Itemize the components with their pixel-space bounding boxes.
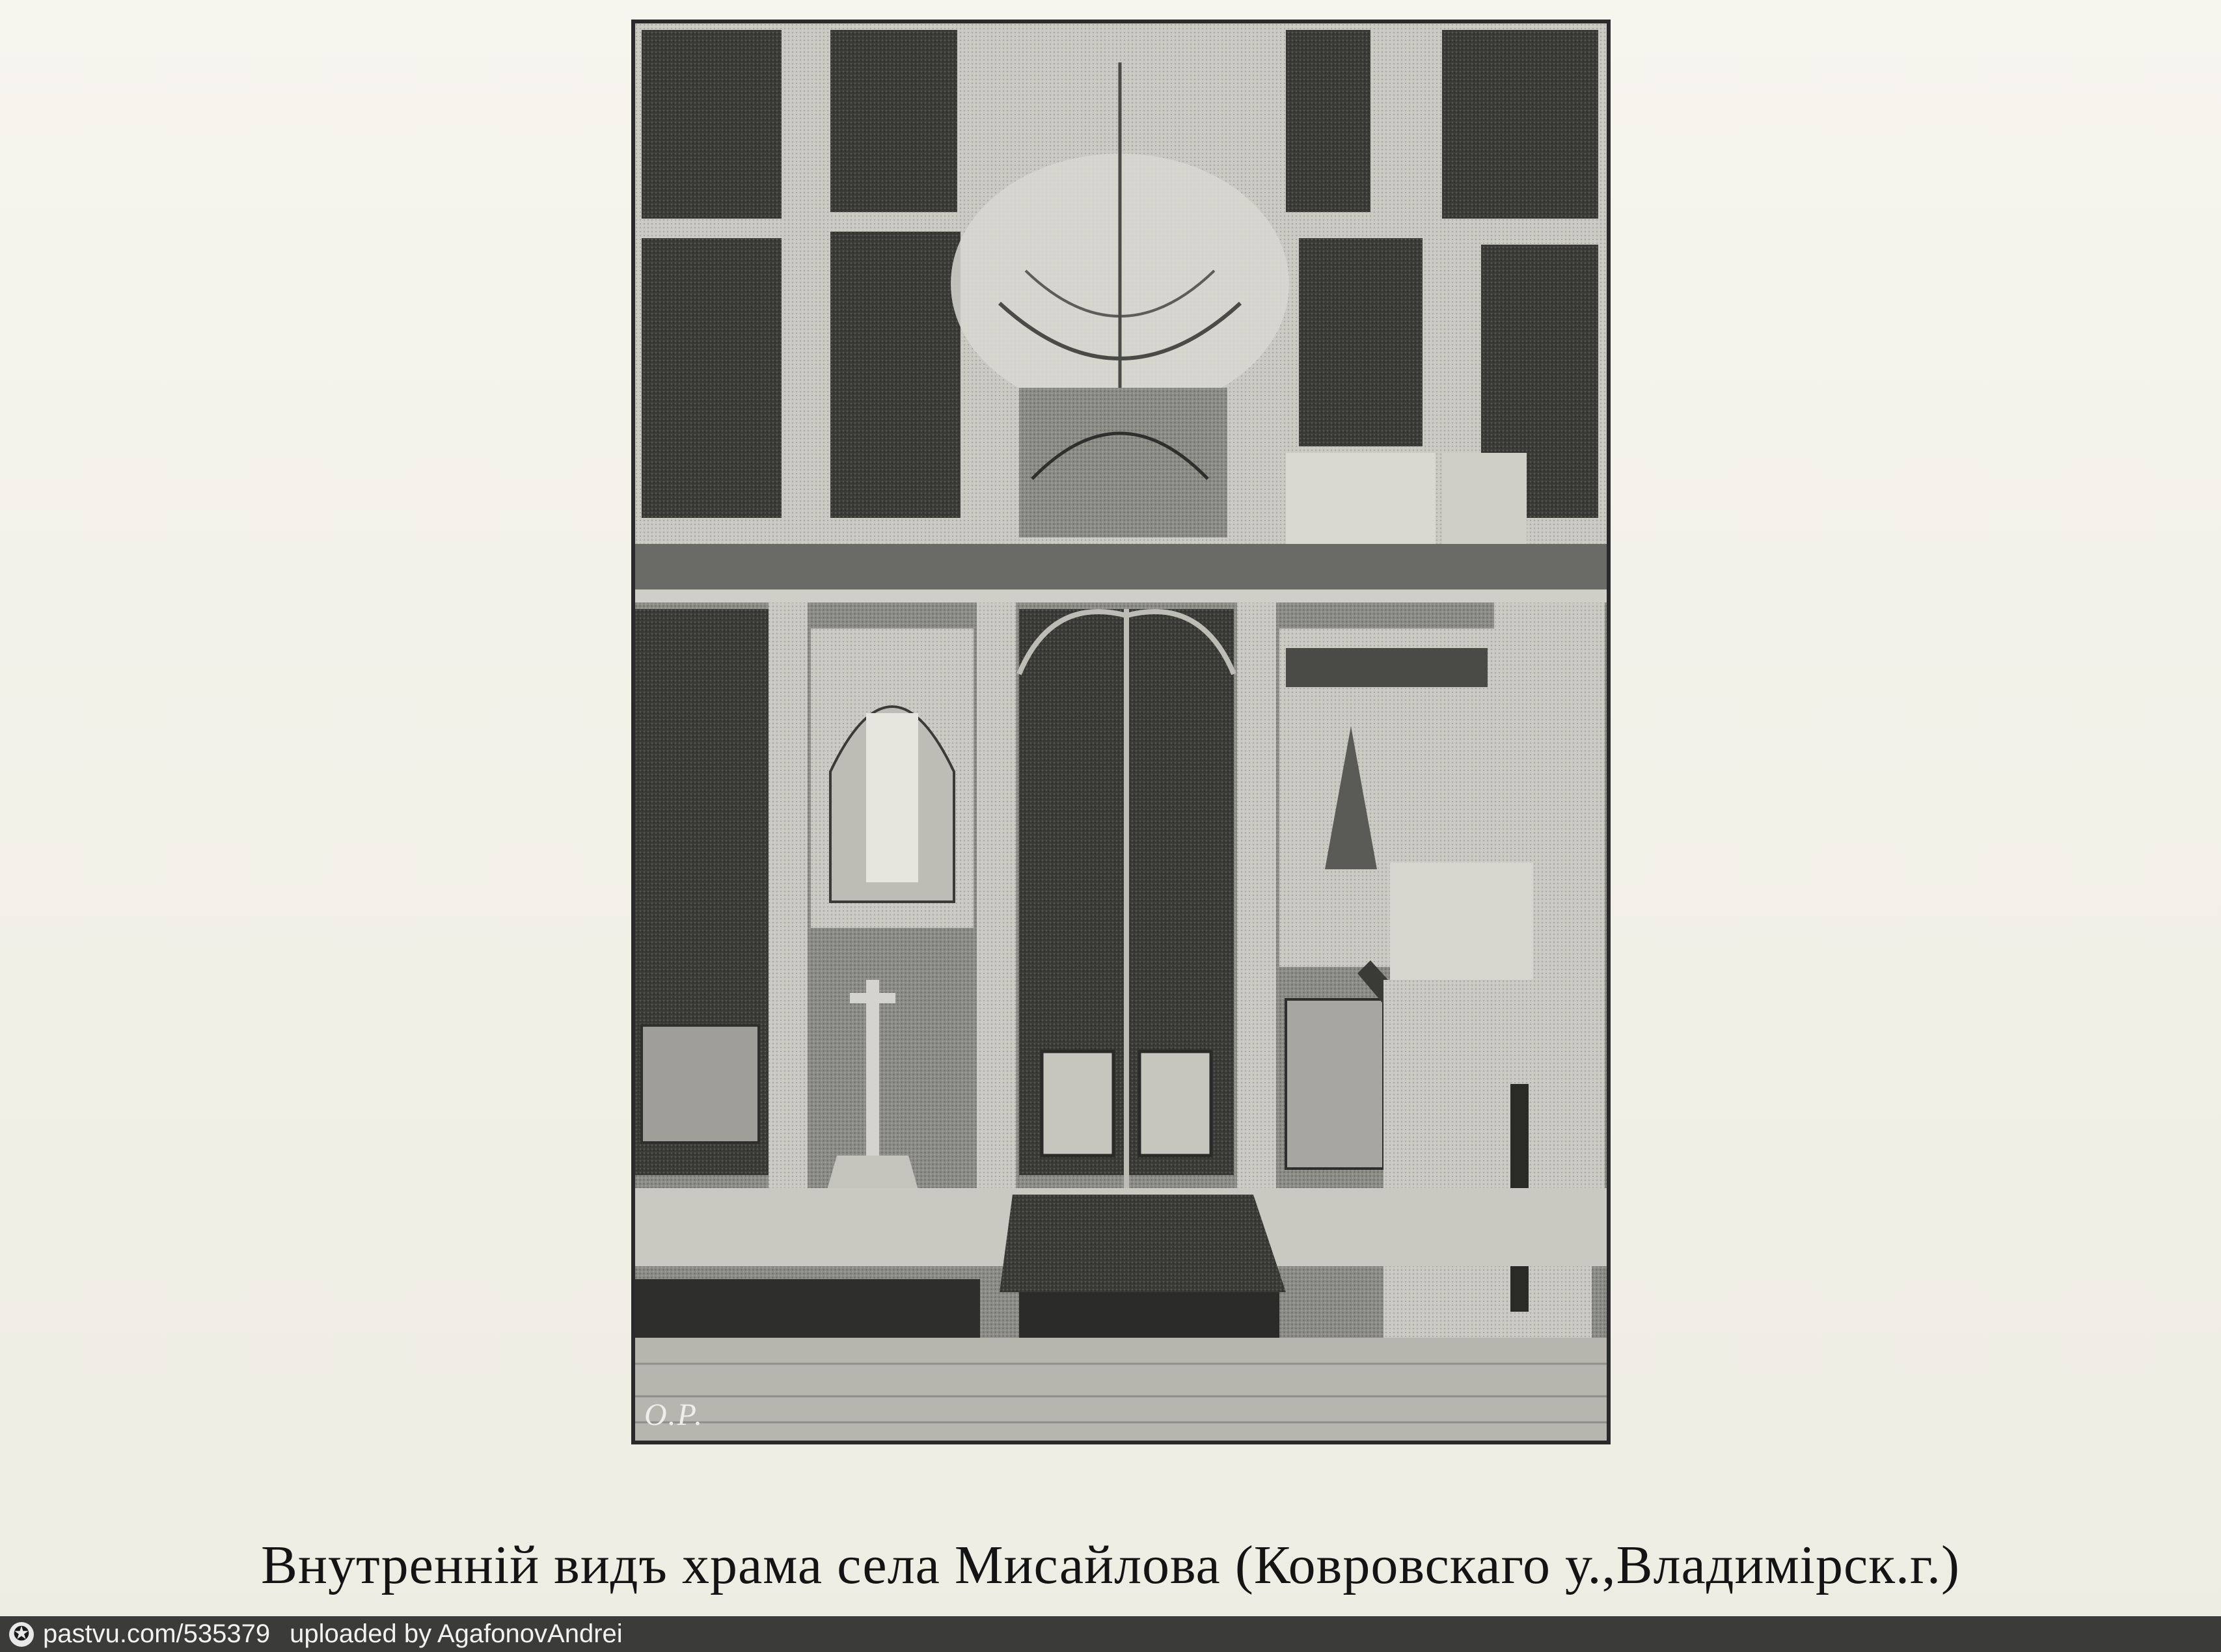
photo-caption: Внутренній видъ храма села Мисайлова (Ковровскаго у.,Владимірск.г.) [260,1534,1961,1595]
uploader-credit: uploaded by AgafonovAndrei [290,1619,623,1648]
source-url[interactable]: pastvu.com/535379 [43,1619,271,1648]
camera-lens-icon: ✪ [9,1622,34,1647]
church-interior-photo [631,20,1611,1444]
photographer-initials: О.Р. [644,1398,704,1432]
iconostasis-illustration [635,23,1607,1441]
watermark-bar [0,1616,2221,1652]
